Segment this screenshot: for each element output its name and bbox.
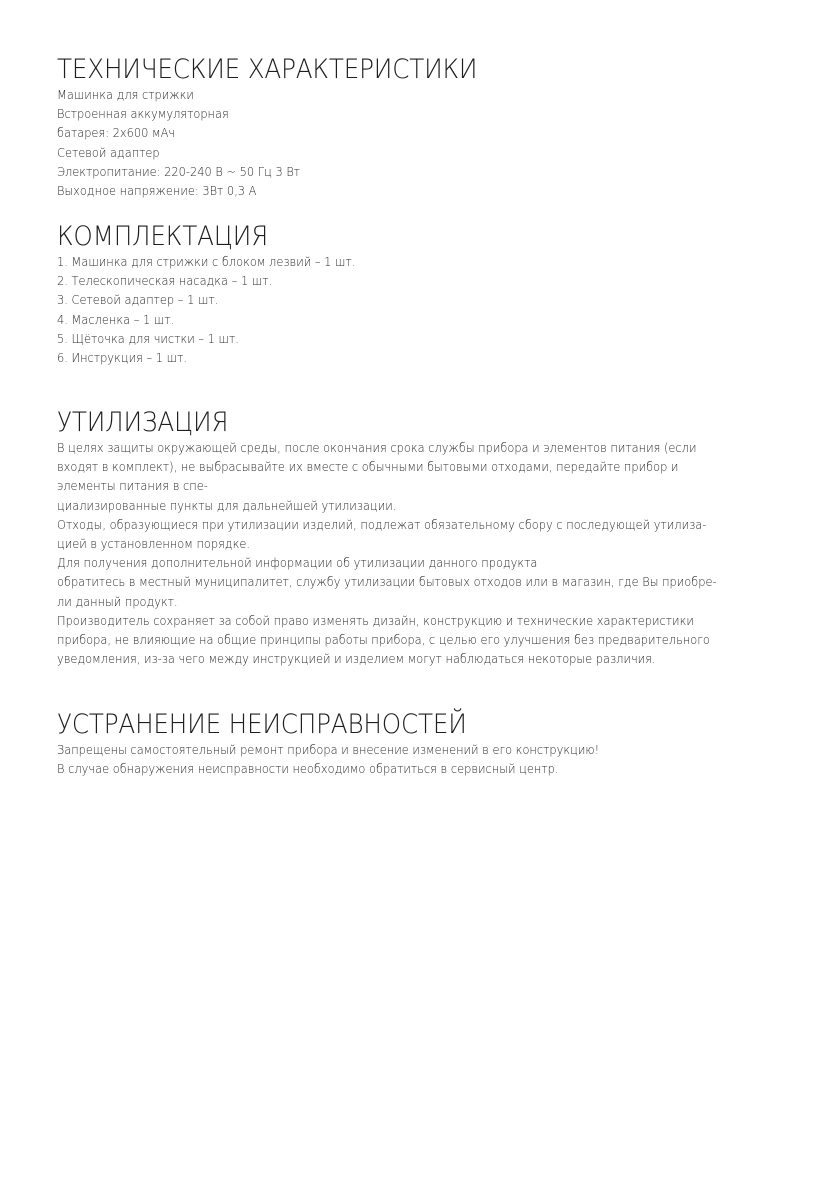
specifications-section [57,55,797,200]
disposal-text-line: уведомления, из-за чего между инструкцией и изделием могут наблюдаться некоторые различия. [57,651,656,667]
disposal-text-line: цией в установленном порядке. [57,536,250,552]
spec-line: батарея: 2x600 мАч [57,125,176,141]
spec-line: Выходное напряжение: 3Вт 0,3 А [57,183,257,199]
package-item: 2. Телескопическая насадка – 1 шт. [57,273,273,289]
disposal-text-line: входят в комплект), не выбрасывайте их вместе с обычными бытовыми отходами, передайте прибор и [57,459,679,475]
disposal-text-line: прибора, не влияющие на общие принципы работы прибора, с целью его улучшения без предварительного [57,632,710,648]
disposal-text-line: В целях защиты окружающей среды, после окончания срока службы прибора и элементов питания (если [57,440,697,455]
disposal-heading: УТИЛИЗАЦИЯ [57,407,229,438]
package-item: 3. Сетевой адаптер – 1 шт. [57,292,219,308]
troubleshooting-text-line: Запрещены самостоятельный ремонт прибора и внесение изменений в его конструкцию! [57,742,600,757]
troubleshooting-text-line: В случае обнаружения неисправности необходимо обратиться в сервисный центр. [57,761,559,777]
troubleshooting-heading: УСТРАНЕНИЕ НЕИСПРАВНОСТЕЙ [57,709,467,740]
spec-line: Сетевой адаптер [57,144,160,160]
package-item: 6. Инструкция – 1 шт. [57,350,187,366]
package-contents-heading: КОМПЛЕКТАЦИЯ [57,221,269,252]
troubleshooting-section [57,710,797,778]
disposal-text-line: Производитель сохраняет за собой право изменять дизайн, конструкцию и технические характеристики [57,612,694,628]
package-contents-section [57,222,797,367]
disposal-text-line: Для получения дополнительной информации об утилизации данного продукта [57,555,538,571]
spec-line: Машинка для стрижки [57,87,194,102]
disposal-text-line: Отходы, образующиеся при утилизации изделий, подлежат обязательному сбору с последующей утилиза- [57,516,707,532]
disposal-section [57,408,797,668]
package-item: 5. Щёточка для чистки – 1 шт. [57,330,239,346]
disposal-text-line: ли данный продукт. [57,593,178,609]
spec-line: Встроенная аккумуляторная [57,106,229,122]
spec-line: Электропитание: 220-240 В ~ 50 Гц 3 Вт [57,163,301,179]
disposal-text-line: элементы питания в спе- [57,478,208,494]
specifications-heading: ТЕХНИЧЕСКИЕ ХАРАКТЕРИСТИКИ [57,54,478,85]
package-item: 1. Машинка для стрижки с блоком лезвий – 1 шт. [57,254,356,269]
package-item: 4. Масленка – 1 шт. [57,311,175,327]
disposal-text-line: обратитесь в местный муниципалитет, службу утилизации бытовых отходов или в магазин, где Вы приобре- [57,574,717,590]
disposal-text-line: циализированные пункты для дальнейшей утилизации. [57,497,397,513]
